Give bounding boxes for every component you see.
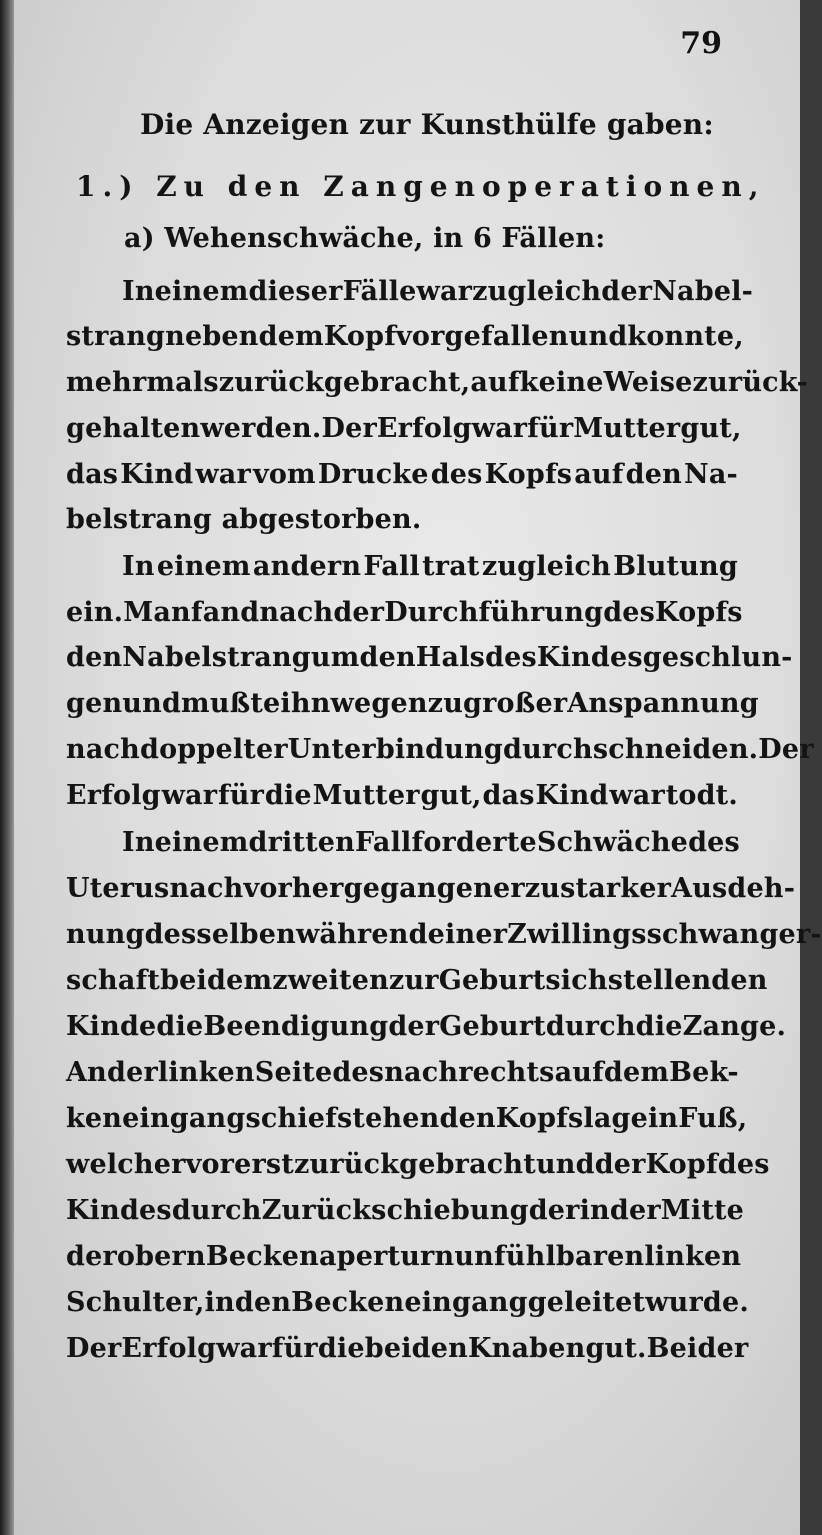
text-line: der obern Beckenapertur nun fühlbaren linken: [66, 1241, 742, 1272]
text-line: mehrmals zurückgebracht, auf keine Weise zurück-: [66, 367, 809, 398]
text-line: Der Erfolg war für die beiden Knaben gut. Bei der: [66, 1333, 749, 1364]
text-line: Uterus nach vorhergegangener zu starker Ausdeh-: [66, 873, 796, 904]
text-line: keneingang schief stehenden Kopfs lag ein Fuß,: [66, 1103, 748, 1134]
text-line: In einem andern Fall trat zugleich Blutung: [122, 551, 738, 582]
text-line: Kinde die Beendigung der Geburt durch die Zange.: [66, 1011, 787, 1042]
text-line: das Kind war vom Drucke des Kopfs auf den Na-: [66, 459, 738, 490]
text-line: Kindes durch Zurückschiebung der in der Mitte: [66, 1195, 745, 1226]
book-gutter: [0, 0, 14, 1535]
text-line: gen und mußte ihn wegen zu großer Anspannung: [66, 688, 759, 719]
page-number: 79: [680, 26, 722, 61]
text-line: gehalten werden. Der Erfolg war für Mutter gut,: [66, 413, 742, 444]
heading: Die Anzeigen zur Kunsthülfe gaben:: [140, 108, 714, 141]
text-line: ein. Man fand nach der Durchführung des Kopfs: [66, 597, 743, 628]
text-line: belstrang abgestorben.: [66, 504, 422, 535]
text-line: den Nabelstrang um den Hals des Kindes geschlun-: [66, 642, 793, 673]
text-line: nach doppelter Unterbindung durchschneiden. Der: [66, 734, 814, 765]
text-line: strang neben dem Kopf vorgefallen und konnte,: [66, 321, 744, 352]
text-line: An der linken Seite des nach rechts auf dem Bek-: [66, 1057, 739, 1088]
text-line: In einem dieser Fälle war zugleich der Nabel-: [122, 276, 754, 307]
text-line: welcher vorerst zurückgebracht und der Kopf des: [66, 1149, 770, 1180]
text-line: Schulter, in den Beckeneingang geleitet wurde.: [66, 1287, 749, 1318]
text-line: schaft bei dem zweiten zur Geburt sich stellenden: [66, 965, 768, 996]
subsection-heading: a) Wehenschwäche, in 6 Fällen:: [124, 223, 606, 254]
text-line: Erfolg war für die Mutter gut, das Kind war todt.: [66, 780, 738, 811]
text-line: nung desselben während einer Zwillingsschwanger-: [66, 919, 822, 950]
text-line: In einem dritten Fall forderte Schwäche des: [122, 827, 740, 858]
section-heading: 1.) Zu den Zangenoperationen,: [76, 170, 766, 203]
